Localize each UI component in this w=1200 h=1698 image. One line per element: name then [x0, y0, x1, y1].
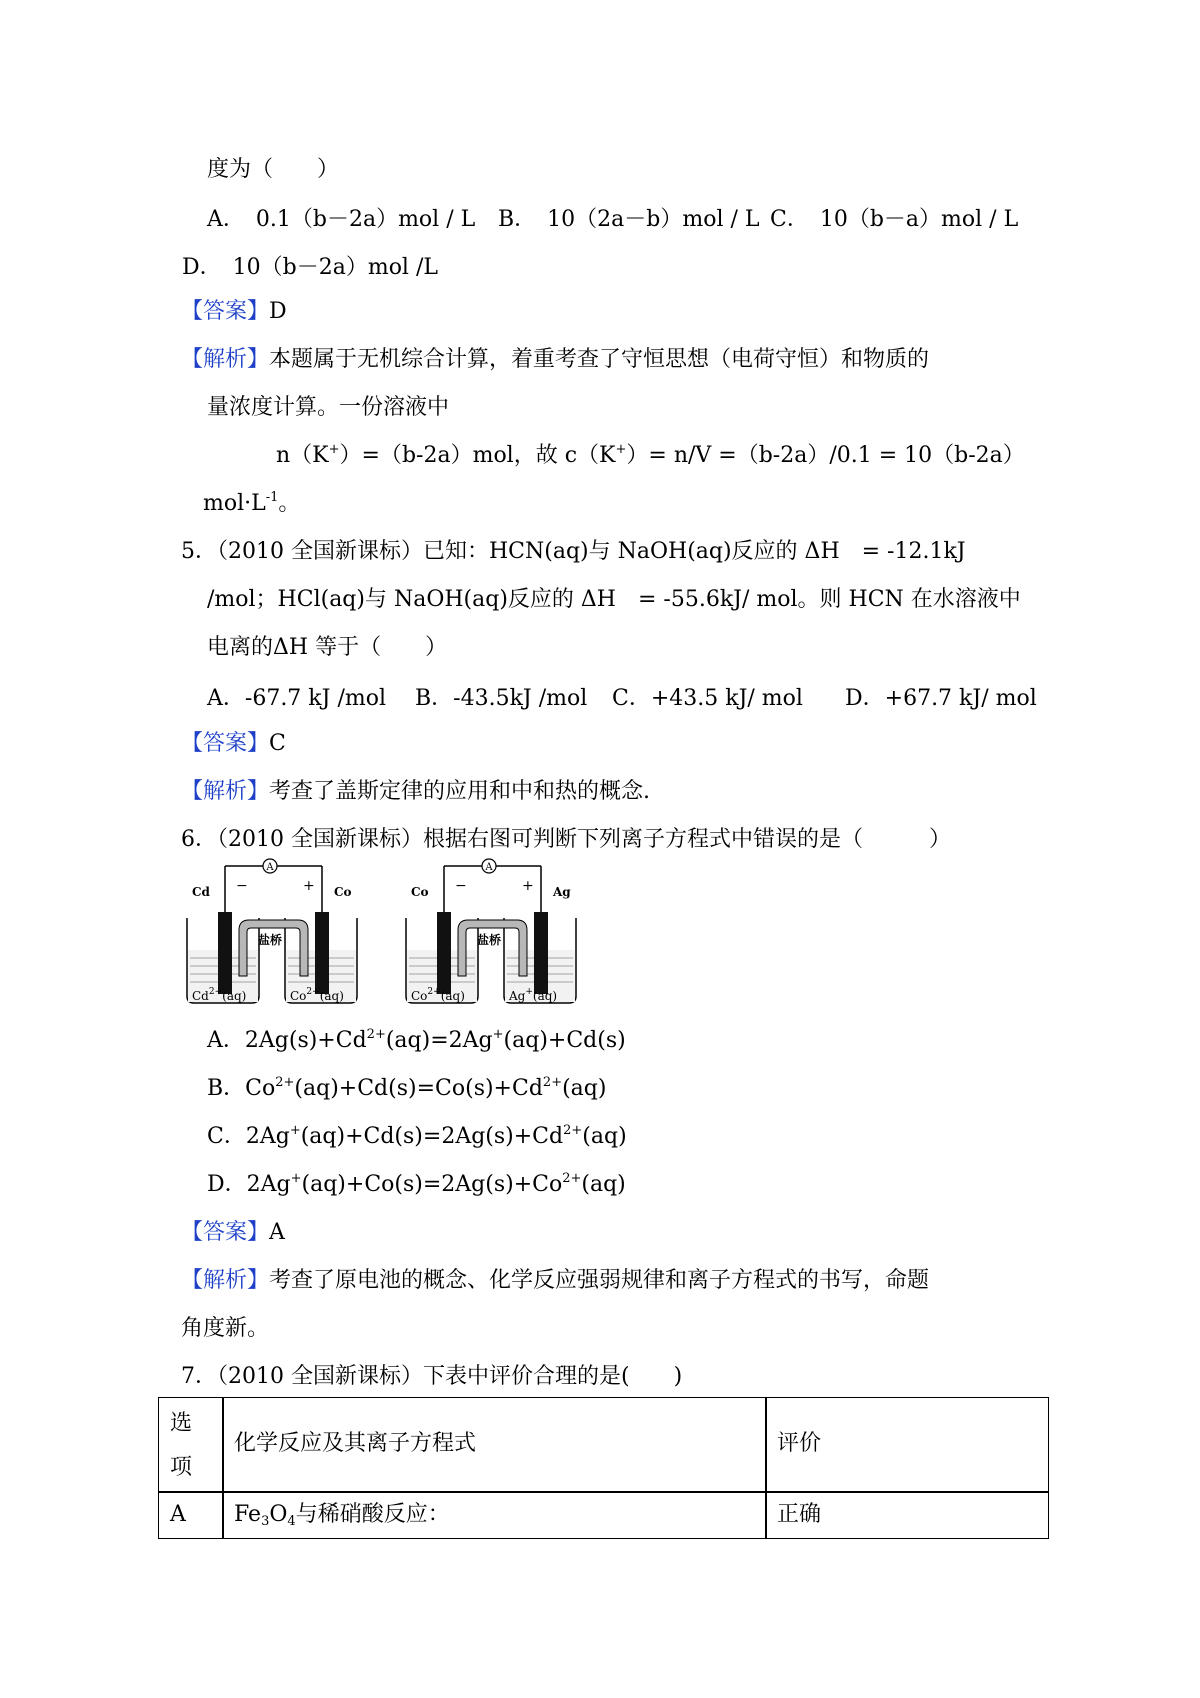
ammeter-label: A: [485, 862, 493, 873]
evaluation-table: [158, 1397, 1049, 1539]
positive-sign: +: [522, 878, 534, 894]
q6-analysis-line-1: [181, 1266, 929, 1296]
q6-answer-line: [181, 1218, 285, 1248]
solution-label: $Co^{2+}(aq)$: [290, 987, 344, 1003]
q5-answer-line: [181, 729, 286, 759]
header-option-char-1: 选: [170, 1411, 193, 1436]
q5-analysis-line: [181, 777, 650, 807]
q6-option-a: A．$2Ag(s)+Cd^{2+}(aq)=2Ag^+(aq)+Cd(s)$: [207, 1027, 626, 1053]
q7-stem: 7．（2010 全国新课标）下表中评价合理的是( ): [181, 1364, 683, 1389]
q6-option-c: C．$2Ag^+(aq)+Cd(s)=2Ag(s)+Cd^{2+}(aq)$: [207, 1123, 627, 1149]
left-galvanic-cell: [187, 859, 357, 1003]
q4-option-a: A． 0.1（b－2a）mol / L: [207, 207, 476, 232]
q4-unit: $mol\cdot L^{-1}$。: [203, 490, 301, 516]
q5-stem-line-1: 5．（2010 全国新课标）已知：HCN(aq)与 NaOH(aq)反应的 ΔH = -12.1kJ: [181, 539, 966, 564]
answer-tag: 【答案】: [181, 299, 270, 324]
q5-stem-line-3: 电离的ΔH 等于（ ）: [207, 635, 448, 660]
analysis-tag: 【解析】: [181, 779, 270, 804]
header-evaluation: 评价: [777, 1431, 822, 1456]
salt-bridge-label: 盐桥: [258, 933, 283, 947]
analysis-text: 考查了原电池的概念、化学反应强弱规律和离子方程式的书写，命题: [269, 1268, 930, 1293]
electrode-label: Cd: [192, 885, 210, 899]
electrode-label: Co: [411, 885, 429, 899]
header-option-char-2: 项: [170, 1455, 193, 1480]
analysis-tag: 【解析】: [181, 1268, 270, 1293]
solution-label: $Cd^{2+}(aq)$: [192, 987, 247, 1003]
q6-option-b: B．$Co^{2+}(aq)+Cd(s)=Co(s)+Cd^{2+}(aq)$: [207, 1075, 607, 1101]
answer-value: A: [269, 1220, 285, 1245]
galvanic-cell-figure: [184, 858, 594, 1010]
q5-stem-line-2: /mol；HCl(aq)与 NaOH(aq)反应的 ΔH = -55.6kJ/ mol。则 HCN 在水溶液中: [207, 587, 1021, 612]
q4-analysis-line-1: [181, 345, 929, 375]
q5-option-d: D．+67.7 kJ/ mol: [845, 686, 1037, 711]
answer-value: D: [269, 299, 287, 324]
negative-sign: −: [236, 878, 248, 894]
q6-stem: 6．（2010 全国新课标）根据右图可判断下列离子方程式中错误的是（ ）: [181, 827, 951, 852]
q5-option-a: A．-67.7 kJ /mol: [207, 686, 386, 711]
row-a-reaction: $Fe_3O_4$与稀硝酸反应：: [234, 1502, 450, 1529]
q4-option-c: C． 10（b－a）mol / L: [770, 207, 1019, 232]
table-row: [158, 1491, 224, 1539]
positive-sign: +: [303, 878, 315, 894]
negative-sign: −: [455, 878, 467, 894]
row-a-evaluation: 正确: [777, 1502, 822, 1527]
q5-option-c: C．+43.5 kJ/ mol: [612, 686, 803, 711]
ammeter-label: A: [266, 862, 274, 873]
analysis-text: 本题属于无机综合计算，着重考查了守恒思想（电荷守恒）和物质的: [269, 347, 930, 372]
q4-analysis-line-2: 量浓度计算。一份溶液中: [207, 395, 450, 420]
answer-tag: 【答案】: [181, 1220, 270, 1245]
q5-option-b: B．-43.5kJ /mol: [415, 686, 588, 711]
header-reaction: 化学反应及其离子方程式: [234, 1431, 477, 1456]
right-galvanic-cell: [406, 859, 576, 1003]
electrode-label: Ag: [553, 885, 571, 899]
solution-label: Ag+(aq): [509, 987, 558, 1003]
q4-option-b: B． 10（2a－b）mol / L: [498, 207, 760, 232]
solution-label: $Co^{2+}(aq)$: [411, 987, 465, 1003]
q4-calculation: n（K+）=（b-2a）mol，故 c（K+）= n/V =（b-2a）/0.1 = 10（b-2a）: [276, 442, 1025, 468]
analysis-tag: 【解析】: [181, 347, 270, 372]
analysis-text: 考查了盖斯定律的应用和中和热的概念.: [269, 779, 651, 804]
salt-bridge-label: 盐桥: [477, 933, 502, 947]
q4-option-d: D． 10（b－2a）mol /L: [182, 255, 438, 280]
answer-tag: 【答案】: [181, 731, 270, 756]
q4-answer-line: [181, 297, 287, 327]
q6-option-d: D．$2Ag^+(aq)+Co(s)=2Ag(s)+Co^{2+}(aq)$: [207, 1171, 626, 1197]
electrode-label: Co: [334, 885, 352, 899]
q4-stem-tail: 度为（ ）: [207, 157, 340, 182]
answer-value: C: [269, 731, 286, 756]
q6-analysis-line-2: 角度新。: [181, 1316, 270, 1341]
row-a-option: A: [170, 1502, 186, 1527]
